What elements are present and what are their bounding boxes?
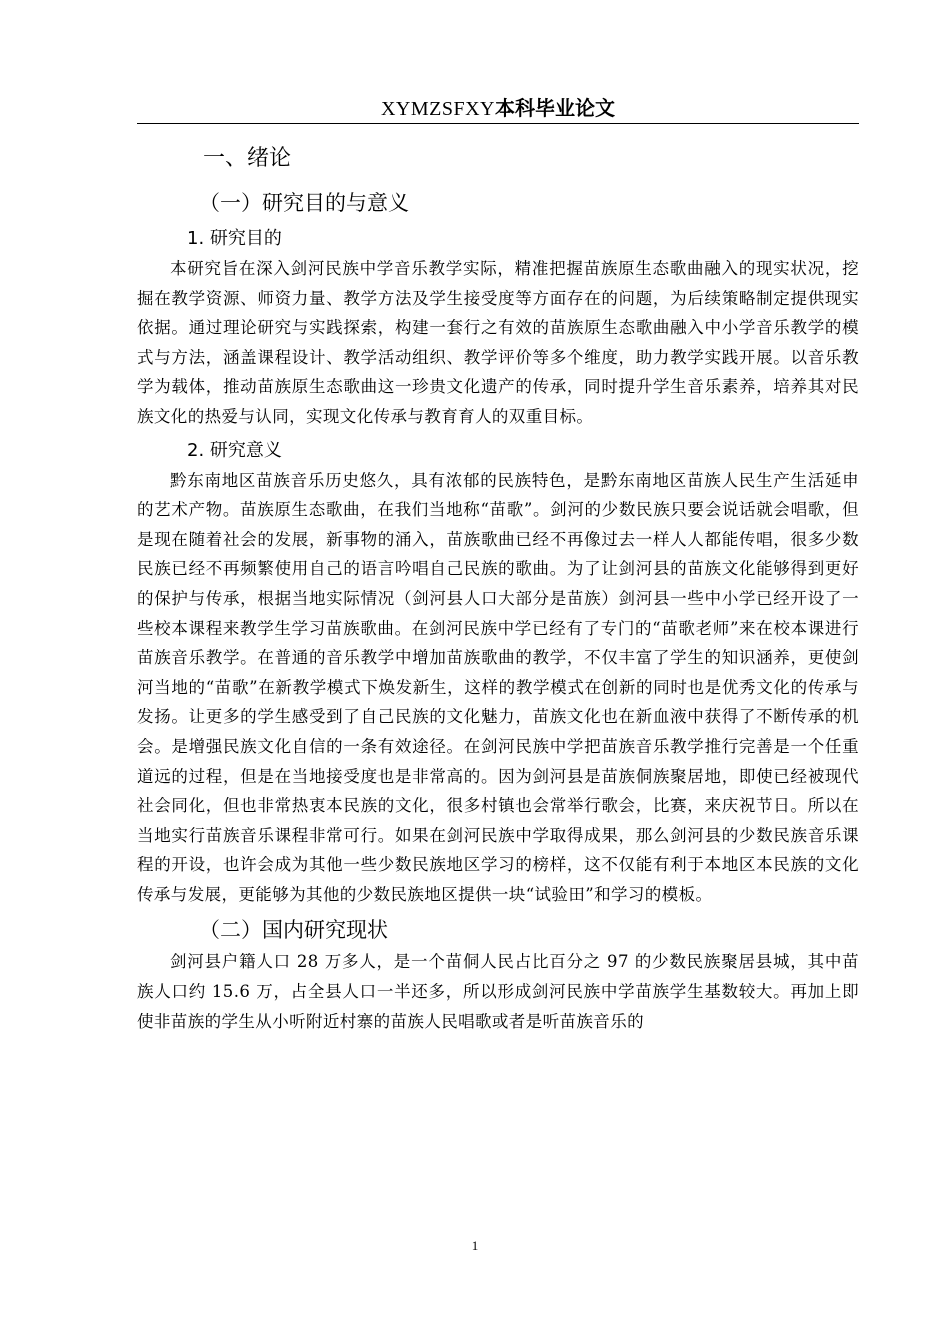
header-code: XYMZSFXY (380, 98, 496, 120)
chapter-title: 一、绪论 (203, 146, 292, 171)
section-title-domestic-research: （二）国内研究现状 (199, 918, 388, 943)
subsection-title-significance: 2. 研究意义 (187, 439, 282, 461)
page-header (137, 96, 859, 124)
paragraph-significance: 黔东南地区苗族音乐历史悠久，具有浓郁的民族特色，是黔东南地区苗族人民生产生活延申的艺术产物。苗族原生态歌曲，在我们当地称“苗歌”。剑河的少数民族只要会说话就会唱歌，但是现在随着社会的发展，新事物的涌入，苗族歌曲已经不再像过去一样人人都能传唱，很多少数民族已经不再频繁使用自己的语言吟唱自己民族的歌曲。为了让剑河县的苗族文化能够得到更好的保护与传承，根据当地实际情况（剑河县人口大部分是苗族）剑河县一些中小学已经开设了一些校本课程来教学生学习苗族歌曲。在剑河民族中学已经有了专门的“苗歌老师”来在校本课进行苗族音乐教学。在普通的音乐教学中增加苗族歌曲的教学，不仅丰富了学生的知识涵养，更使剑河当地的“苗歌”在新教学模式下焕发新生，这样的教学模式在创新的同时也是优秀文化的传承与发扬。让更多的学生感受到了自己民族的文化魅力，苗族文化也在新血液中获得了不断传承的机会。是增强民族文化自信的一条有效途径。在剑河民族中学把苗族音乐教学推行完善是一个任重道远的过程，但是在当地接受度也是非常高的。因为剑河县是苗族侗族聚居地，即使已经被现代社会同化，但也非常热衷本民族的文化，很多村镇也会常举行歌会，比赛，来庆祝节日。所以在当地实行苗族音乐课程非常可行。如果在剑河民族中学取得成果，那么剑河县的少数民族音乐课程的开设，也许会成为其他一些少数民族地区学习的榜样，这不仅能有利于本地区本民族的文化传承与发展，更能够为其他的少数民族地区提供一块“试验田”和学习的模板。 (137, 470, 859, 904)
section-title-purpose-significance: （一）研究目的与意义 (199, 191, 409, 215)
subsection-title-purpose: 1. 研究目的 (187, 228, 282, 249)
paragraph-purpose: 本研究旨在深入剑河民族中学音乐教学实际，精准把握苗族原生态歌曲融入的现实状况，挖掘在教学资源、师资力量、教学方法及学生接受度等方面存在的问题，为后续策略制定提供现实依据。通过理论研究与实践探索，构建一套行之有效的苗族原生态歌曲融入中小学音乐教学的模式与方法，涵盖课程设计、教学活动组织、教学评价等多个维度，助力教学实践开展。以音乐教学为载体，推动苗族原生态歌曲这一珍贵文化遗产的传承，同时提升学生音乐素养，培养其对民族文化的热爱与认同，实现文化传承与教育育人的双重目标。 (137, 259, 859, 426)
paragraph-domestic-research: 剑河县户籍人口 28 万多人，是一个苗侗人民占比百分之 97 的少数民族聚居县城，其中苗族人口约 15.6 万，占全县人口一半还多，所以形成剑河民族中学苗族学生基数较大。再加上即使非苗族的学生从小听附近村寨的苗族人民唱歌或者是听苗族音乐的 (137, 952, 859, 1031)
document-body (137, 142, 859, 1036)
page-number: 1 (471, 1238, 479, 1253)
header-label: 本科毕业论文 (495, 96, 616, 120)
